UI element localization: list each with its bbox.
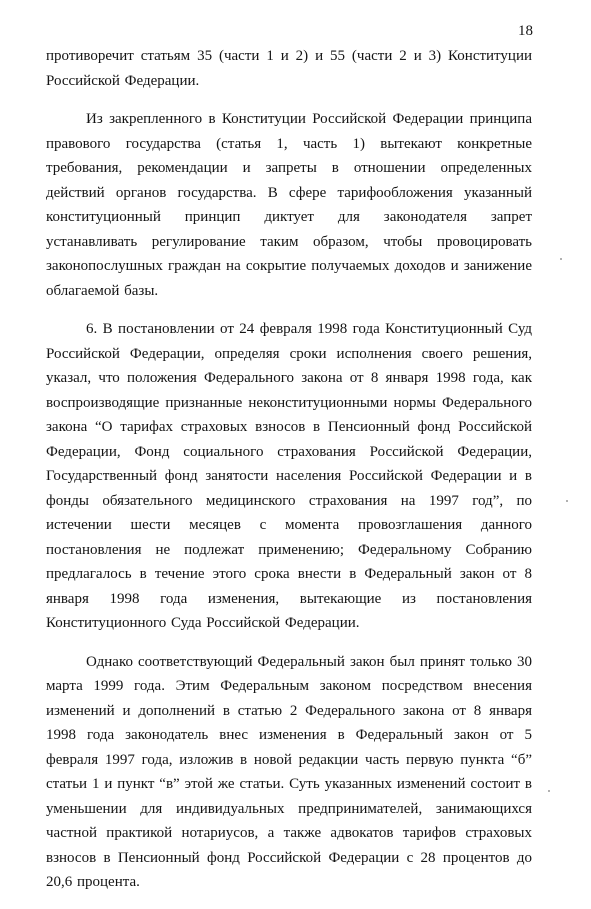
scan-speck [560, 258, 562, 260]
document-body [46, 44, 532, 909]
paragraph-rule-of-law: Из закрепленного в Конституции Российской Федерации принципа правового государства (статья 1, часть 1) вытекают конкретные требования, рекомендации и запреты в отношении определенных действий органов государства. В сфере тарифообложения указанный конституционный принцип диктует для законодателя запрет устанавливать регулирование таким образом, чтобы провоцировать законопослушных граждан на сокрытие получаемых доходов и занижение облагаемой базы. [46, 111, 532, 299]
paragraph-continuation: противоречит статьям 35 (части 1 и 2) и 55 (части 2 и 3) Конституции Российской Федерации. [46, 48, 532, 89]
scan-speck [566, 500, 568, 502]
page-number: 18 [518, 23, 533, 39]
scan-speck [548, 790, 550, 792]
paragraph-federal-law-1999: Однако соответствующий Федеральный закон был принят только 30 марта 1999 года. Этим Федеральным законом посредством внесения изменений и дополнений в статью 2 Федерального закона от 8 января 1998 года законодатель внес изменения в Федеральный закон от 5 февраля 1997 года, изложив в новой редакции часть первую пункта “б” статьи 1 и пункт “в” этой же статьи. Суть указанных изменений состоит в уменьшении для индивидуальных предпринимателей, занимающихся частной практикой нотариусов, а также адвокатов тарифов страховых взносов в Пенсионный фонд Российской Федерации с 28 процентов до 20,6 процента. [46, 653, 532, 890]
paragraph-point-6: 6. В постановлении от 24 февраля 1998 года Конституционный Суд Российской Федерации, определяя сроки исполнения своего решения, указал, что положения Федерального закона от 8 января 1998 года, как воспроизводящие признанные неконституционными нормы Федерального закона “О тарифах страховых взносов в Пенсионный фонд Российской Федерации, Фонд социального страхования Российской Федерации, Государственный фонд занятости населения Российской Федерации и в фонды обязательного медицинского страхования на 1997 год”, по истечении шести месяцев с момента провозглашения данного постановления не подлежат применению; Федеральному Собранию предлагалось в течение этого срока внести в Федеральный закон от 8 января 1998 года изменения, вытекающие из постановления Конституционного Суда Российской Федерации. [46, 321, 532, 631]
